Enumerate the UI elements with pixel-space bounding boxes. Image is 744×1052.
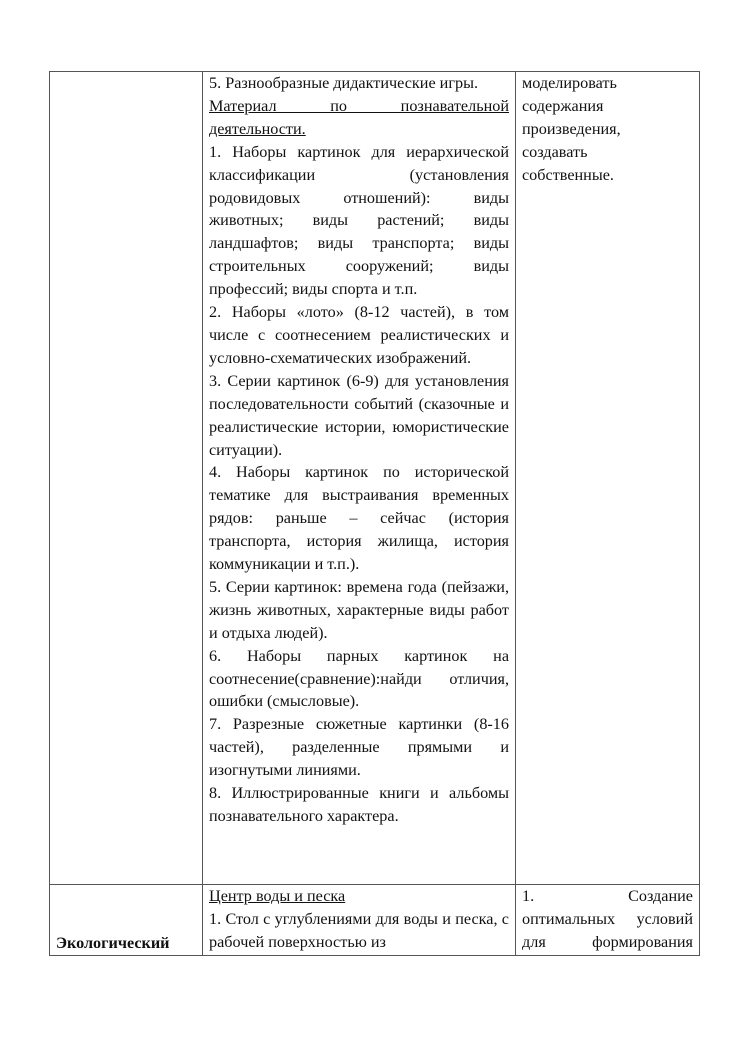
intro-text: 5. Разнообразные дидактические игры. xyxy=(209,74,478,92)
list-item: 3. Серии картинок (6-9) для установления последовательности событий (сказочные и реалистические истории, юмористические ситуации). xyxy=(209,371,509,459)
table-cell-center-name: Экологический xyxy=(50,885,203,956)
list-item: 1. Наборы картинок для иерархической классификации (установления родовидовых отношений): виды животных; виды растений; виды ландшафтов; виды транспорта; виды строительных сооружений; виды профессий; виды спорта и т.п. xyxy=(209,142,509,299)
list-item: 7. Разрезные сюжетные картинки (8-16 частей), разделенные прямыми и изогнутыми линиями. xyxy=(209,715,509,780)
section-heading: Материал по познавательной деятельности. xyxy=(209,96,509,138)
list-item: 5. Серии картинок: времена года (пейзажи, жизнь животных, характерные виды работ и отдыха людей). xyxy=(209,577,509,642)
table-cell-goals xyxy=(516,72,700,885)
list-item: 1. Стол с углублениями для воды и песка, с рабочей поверхностью из xyxy=(209,909,509,951)
list-item: 2. Наборы «лото» (8-12 частей), в том числе с соотнесением реалистических и условно-схематических изображений. xyxy=(209,303,509,367)
table-cell-materials xyxy=(203,72,516,885)
list-item: 4. Наборы картинок по исторической тематике для выстраивания временных рядов: раньше – сейчас (история транспорта, история жилища, история коммуникации и т.п.). xyxy=(209,463,509,574)
table-row xyxy=(50,885,700,956)
table-cell-center-name xyxy=(50,72,203,885)
goals-text: моделировать содержания произведения, создавать собственные. xyxy=(522,74,621,184)
list-item: 8. Иллюстрированные книги и альбомы познавательного характера. xyxy=(209,784,509,825)
content-table xyxy=(49,71,700,956)
section-heading: Центр воды и песка xyxy=(209,887,346,905)
table-cell-materials xyxy=(203,885,516,956)
goals-text: 1. Создание оптимальных условий для формирования xyxy=(522,887,693,951)
table-cell-goals xyxy=(516,885,700,956)
list-item: 6. Наборы парных картинок на соотнесение(сравнение):найди отличия, ошибки (смысловые). xyxy=(209,646,509,711)
table-row xyxy=(50,72,700,885)
